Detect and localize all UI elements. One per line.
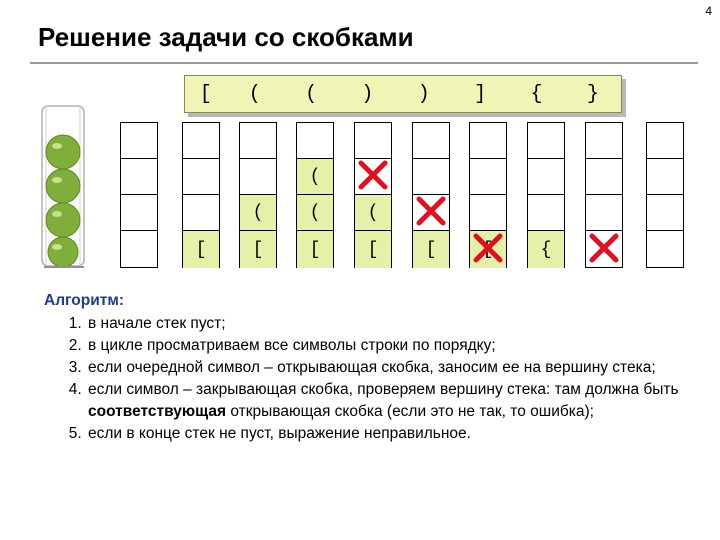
stack-cell: [ — [355, 231, 391, 268]
input-sequence — [184, 75, 622, 113]
stack-cell — [413, 159, 449, 195]
page-number: 4 — [705, 4, 712, 18]
apple-glass-illustration — [38, 104, 88, 272]
stack-cell — [183, 195, 219, 231]
x-mark-icon — [587, 231, 621, 265]
stack-cell — [586, 123, 622, 159]
input-char: ) — [361, 82, 374, 106]
stack-cell: ( — [355, 195, 391, 231]
stack-column — [296, 122, 334, 268]
stack-cell — [470, 195, 506, 231]
algorithm-section — [44, 290, 694, 445]
page-title: Решение задачи со скобками — [38, 22, 414, 52]
stack-cell — [240, 123, 276, 159]
input-char: ) — [417, 82, 430, 106]
stack-column — [527, 122, 565, 268]
stack-cell: [ — [183, 231, 219, 268]
input-char: ] — [474, 82, 487, 106]
stack-cell — [183, 123, 219, 159]
stack-cell — [470, 123, 506, 159]
title-divider — [30, 62, 698, 64]
stack-cell — [121, 231, 157, 268]
x-mark-icon — [414, 194, 448, 228]
input-char: { — [530, 82, 543, 106]
x-mark-icon — [356, 158, 390, 192]
stack-column — [354, 122, 392, 268]
stack-cell: [ — [413, 231, 449, 268]
stack-cell — [528, 195, 564, 231]
stack-cell — [121, 195, 157, 231]
stack-cell — [413, 123, 449, 159]
algorithm-step: 2. в цикле просматриваем все символы строки по порядку; — [86, 335, 694, 357]
stack-column — [646, 122, 684, 268]
stack-column — [239, 122, 277, 268]
stack-column — [120, 122, 158, 268]
algorithm-step: 3. если очередной символ – открывающая скобка, заносим ее на вершину стека; — [86, 357, 694, 379]
algorithm-heading: Алгоритм: — [44, 292, 124, 309]
algorithm-step: 5. если в конце стек не пуст, выражение неправильное. — [86, 423, 694, 445]
step-text: открывающая скобка (если это не так, то ошибка); — [226, 403, 594, 420]
stack-cell — [647, 195, 683, 231]
stack-cell: ( — [297, 195, 333, 231]
stack-cell — [355, 123, 391, 159]
step-emphasis: соответствующая — [88, 403, 227, 420]
stack-cell — [586, 159, 622, 195]
stack-cell — [183, 159, 219, 195]
stack-cell — [121, 159, 157, 195]
input-char: } — [586, 82, 599, 106]
input-char: ( — [305, 82, 318, 106]
stack-cell: [ — [240, 231, 276, 268]
stack-cell — [647, 159, 683, 195]
stack-cell — [528, 123, 564, 159]
x-mark-icon — [471, 231, 505, 265]
stack-cell — [121, 123, 157, 159]
algorithm-step: 1. в начале стек пуст; — [86, 313, 694, 335]
stack-cell: ( — [240, 195, 276, 231]
input-char: [ — [199, 82, 212, 106]
step-text: если символ – закрывающая скобка, проверяем вершину стека: там должна быть — [88, 381, 679, 398]
stack-cell: { — [528, 231, 564, 268]
input-char: ( — [248, 82, 261, 106]
stack-cell — [647, 123, 683, 159]
stack-cell — [240, 159, 276, 195]
algorithm-steps — [44, 313, 694, 445]
stack-cell — [470, 159, 506, 195]
stack-cell — [528, 159, 564, 195]
stack-cell: [ — [297, 231, 333, 268]
stack-cell: ( — [297, 159, 333, 195]
stack-cell — [297, 123, 333, 159]
stack-column — [182, 122, 220, 268]
stack-cell — [647, 231, 683, 268]
stack-cell — [586, 195, 622, 231]
algorithm-step — [86, 379, 694, 423]
